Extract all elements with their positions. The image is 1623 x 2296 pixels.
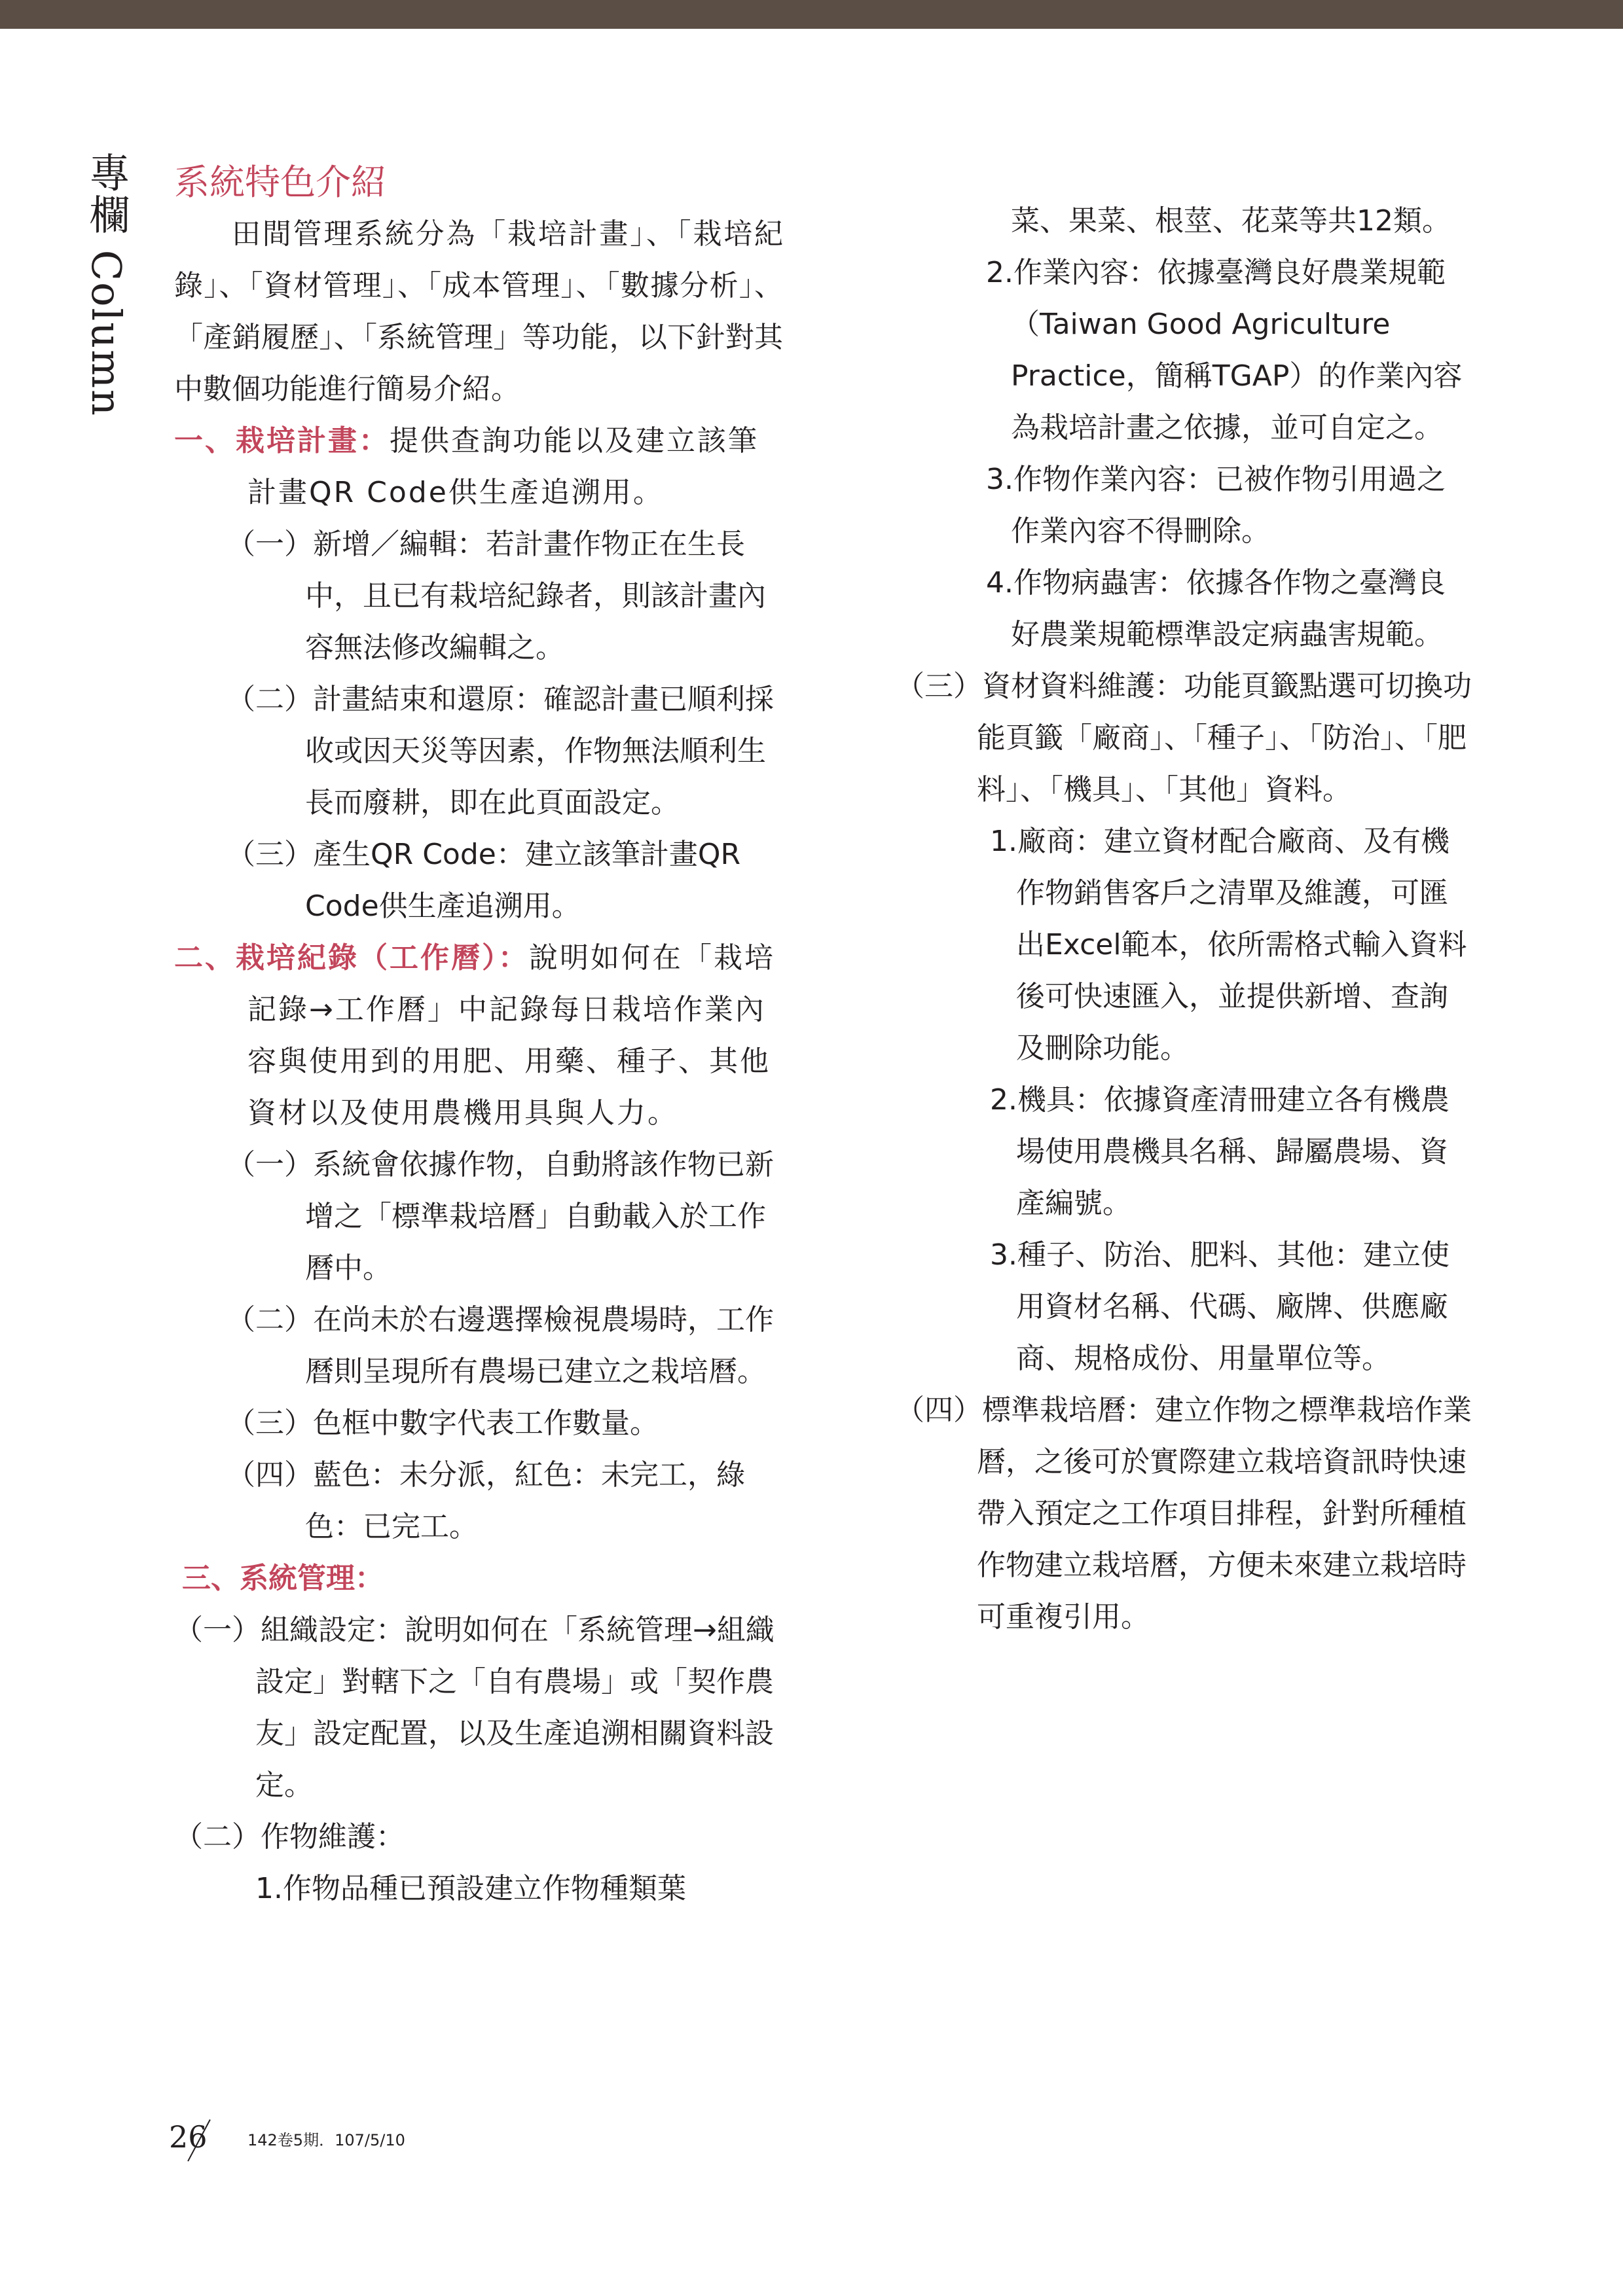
standard-calendar: （四）標準栽培曆：建立作物之標準栽培作業曆，之後可於實際建立栽培資訊時快速帶入預定之工作項目排程，針對所種植作物建立栽培曆，方便未來建立栽培時可重複引用。 — [896, 1393, 1472, 1634]
material-item-3: 3.種子、防治、肥料、其他：建立使用資材名稱、代碼、廠牌、供應廠商、規格成份、用量單位等。 — [990, 1238, 1450, 1375]
section-title: 系統特色介紹 — [174, 162, 386, 203]
page-number: 26 — [169, 2119, 208, 2155]
left-column — [174, 203, 783, 1914]
crop-item-3: 3.作物作業內容：已被作物引用過之作業內容不得刪除。 — [986, 463, 1446, 548]
crop-item-4: 4.作物病蟲害：依據各作物之臺灣良好農業規範標準設定病蟲害規範。 — [986, 566, 1446, 651]
section-1-heading: 一、栽培計畫： — [174, 424, 390, 457]
section-2-item-2: （二）在尚未於右邊選擇檢視農場時，工作曆則呈現所有農場已建立之栽培曆。 — [227, 1303, 774, 1388]
header-bar — [0, 0, 1623, 29]
section-2 — [174, 932, 783, 1139]
section-3-item-2: （二）作物維護： — [174, 1820, 405, 1854]
material-item-2: 2.機具：依據資產清冊建立各有機農場使用農機具名稱、歸屬農場、資產編號。 — [990, 1083, 1450, 1220]
material-item-1: 1.廠商：建立資材配合廠商、及有機作物銷售客戶之清單及維護，可匯出Excel範本，依所需格式輸入資料後可快速匯入，並提供新增、查詢及刪除功能。 — [990, 825, 1467, 1065]
issue-info: 142卷5期．107/5/10 — [247, 2131, 405, 2149]
section-2-item-1: （一）系統會依據作物，自動將該作物已新增之「標準栽培曆」自動載入於工作曆中。 — [227, 1148, 774, 1285]
section-1-item-1: （一）新增／編輯：若計畫作物正在生長中，且已有栽培紀錄者，則該計畫內容無法修改編輯之。 — [227, 528, 766, 664]
section-2-heading: 二、栽培紀錄（工作曆）： — [174, 941, 529, 975]
section-3-item-1: （一）組織設定：說明如何在「系統管理→組織設定」對轄下之「自有農場」或「契作農友」設定配置，以及生產追溯相關資料設定。 — [174, 1613, 775, 1802]
section-1-item-3: （三）產生QR Code：建立該筆計畫QR Code供生產追溯用。 — [227, 838, 741, 923]
intro-paragraph: 田間管理系統分為「栽培計畫」、「栽培紀錄」、「資材管理」、「成本管理」、「數據分析」、「產銷履歷」、「系統管理」等功能，以下針對其中數個功能進行簡易介紹。 — [174, 217, 783, 406]
section-1-text: 提供查詢功能以及建立該筆計畫QR Code供生產追溯用。 — [247, 424, 759, 509]
column-label: 專欄 Column — [82, 152, 130, 417]
section-2-item-4: （四）藍色：未分派，紅色：未完工，綠色：已完工。 — [227, 1458, 745, 1543]
material-maintenance: （三）資材資料維護：功能頁籤點選可切換功能頁籤「廠商」、「種子」、「防治」、「肥料」、「機具」、「其他」資料。 — [896, 670, 1472, 806]
section-1 — [174, 415, 783, 518]
section-3-heading: 三、系統管理： — [182, 1562, 384, 1595]
section-2-text: 說明如何在「栽培記錄→工作曆」中記錄每日栽培作業內容與使用到的用肥、用藥、種子、其他資材以及使用農機用具與人力。 — [247, 941, 775, 1130]
section-3-item-2-sub-1: 1.作物品種已預設建立作物種類葉 — [255, 1872, 686, 1905]
section-1-item-2: （二）計畫結束和還原：確認計畫已順利採收或因天災等因素，作物無法順利生長而廢耕，即在此頁面設定。 — [227, 683, 774, 819]
crop-item-2: 2.作業內容：依據臺灣良好農業規範（Taiwan Good Agriculture Practice，簡稱TGAP）的作業內容為栽培計畫之依據，並可自定之。 — [986, 256, 1463, 444]
right-column — [896, 195, 1472, 1643]
section-2-item-3: （三）色框中數字代表工作數量。 — [227, 1407, 659, 1440]
crop-list-continued: 菜、果菜、根莖、花菜等共12類。 — [1011, 204, 1451, 238]
